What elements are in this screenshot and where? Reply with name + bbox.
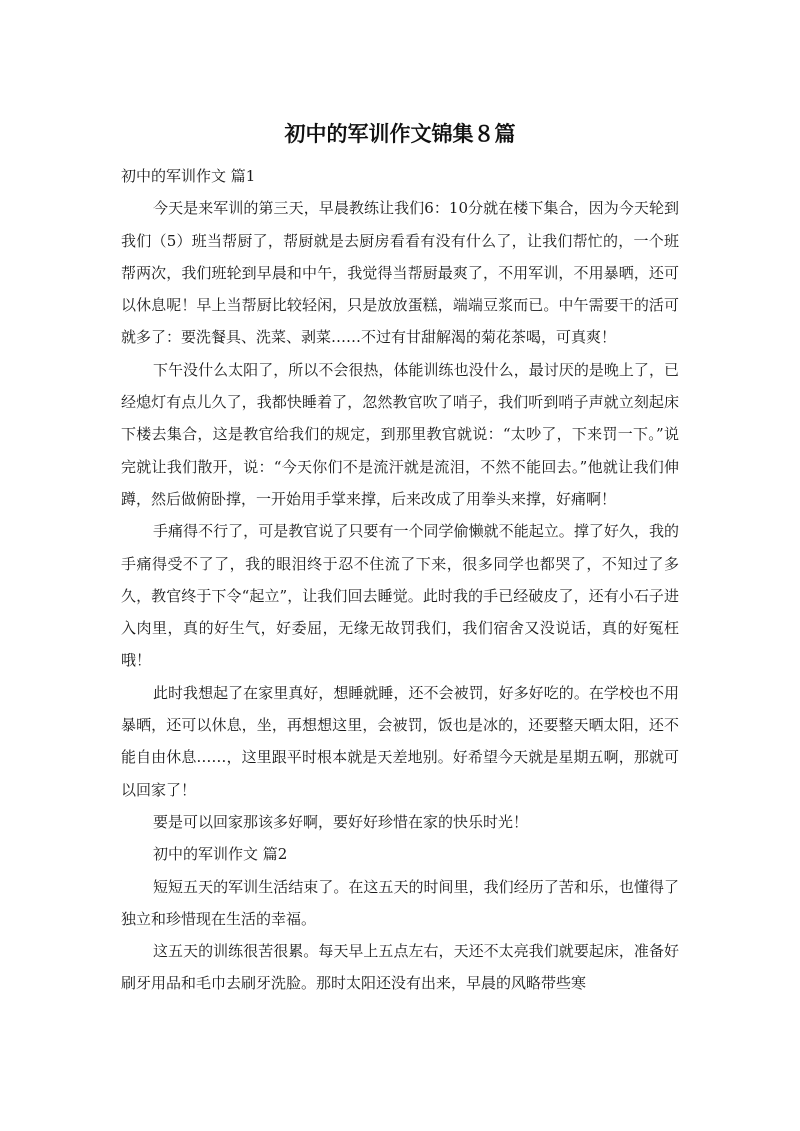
document-title: 初中的军训作文锦集８篇 [284, 122, 516, 146]
paragraph: 要是可以回家那该多好啊，要好好珍惜在家的快乐时光！ [153, 812, 529, 831]
paragraph: 这五天的训练很苦很累。每天早上五点左右，天还不太亮我们就要起床，准备好刷牙用品和毛巾去刷牙洗脸。那时太阳还没有出来，早晨的风略带些寒 [121, 942, 679, 993]
paragraph: 此时我想起了在家里真好，想睡就睡，还不会被罚，好多好吃的。在学校也不用暴晒，还可以休息，坐，再想想这里，会被罚，饭也是冰的，还要整天晒太阳，还不能自由休息……，这里跟平时根本就是天差地别。好希望今天就是星期五啊，那就可以回家了！ [121, 683, 679, 799]
section-2 [121, 838, 679, 999]
section-1 [121, 160, 679, 838]
paragraph: 今天是来军训的第三天，早晨教练让我们6：10分就在楼下集合，因为今天轮到我们（5）班当帮厨了，帮厨就是去厨房看看有没有什么了，让我们帮忙的，一个班帮两次，我们班轮到早晨和中午，我觉得当帮厨最爽了，不用军训，不用暴晒，还可以休息呢！早上当帮厨比较轻闲，只是放放蛋糕，端端豆浆而已。中午需要干的活可就多了：要洗餐具、洗菜、剥菜……不过有甘甜解渴的菊花茶喝，可真爽！ [121, 199, 679, 347]
paragraph: 手痛得不行了，可是教官说了只要有一个同学偷懒就不能起立。撑了好久，我的手痛得受不了了，我的眼泪终于忍不住流了下来，很多同学也都哭了，不知过了多久，教官终于下令“起立”，让我们回去睡觉。此时我的手已经破皮了，还有小石子进入肉里，真的好生气，好委屈，无缘无故罚我们，我们宿舍又没说话，真的好冤枉哦！ [121, 522, 679, 670]
section-heading: 初中的军训作文 篇1 [121, 167, 256, 185]
document-body [121, 160, 679, 1000]
section-heading: 初中的军训作文 篇2 [153, 845, 288, 864]
paragraph: 下午没什么太阳了，所以不会很热，体能训练也没什么，最讨厌的是晚上了，已经熄灯有点儿久了，我都快睡着了，忽然教官吹了哨子，我们听到哨子声就立刻起床下楼去集合，这是教官给我们的规定，到那里教官就说：“太吵了，下来罚一下。”说完就让我们散开，说：“今天你们不是流汗就是流泪，不然不能回去。”他就让我们伸蹲，然后做俯卧撑，一开始用手掌来撑，后来改成了用拳头来撑，好痛啊！ [121, 360, 679, 508]
paragraph: 短短五天的军训生活结束了。在这五天的时间里，我们经历了苦和乐，也懂得了独立和珍惜现在生活的幸福。 [121, 877, 679, 928]
